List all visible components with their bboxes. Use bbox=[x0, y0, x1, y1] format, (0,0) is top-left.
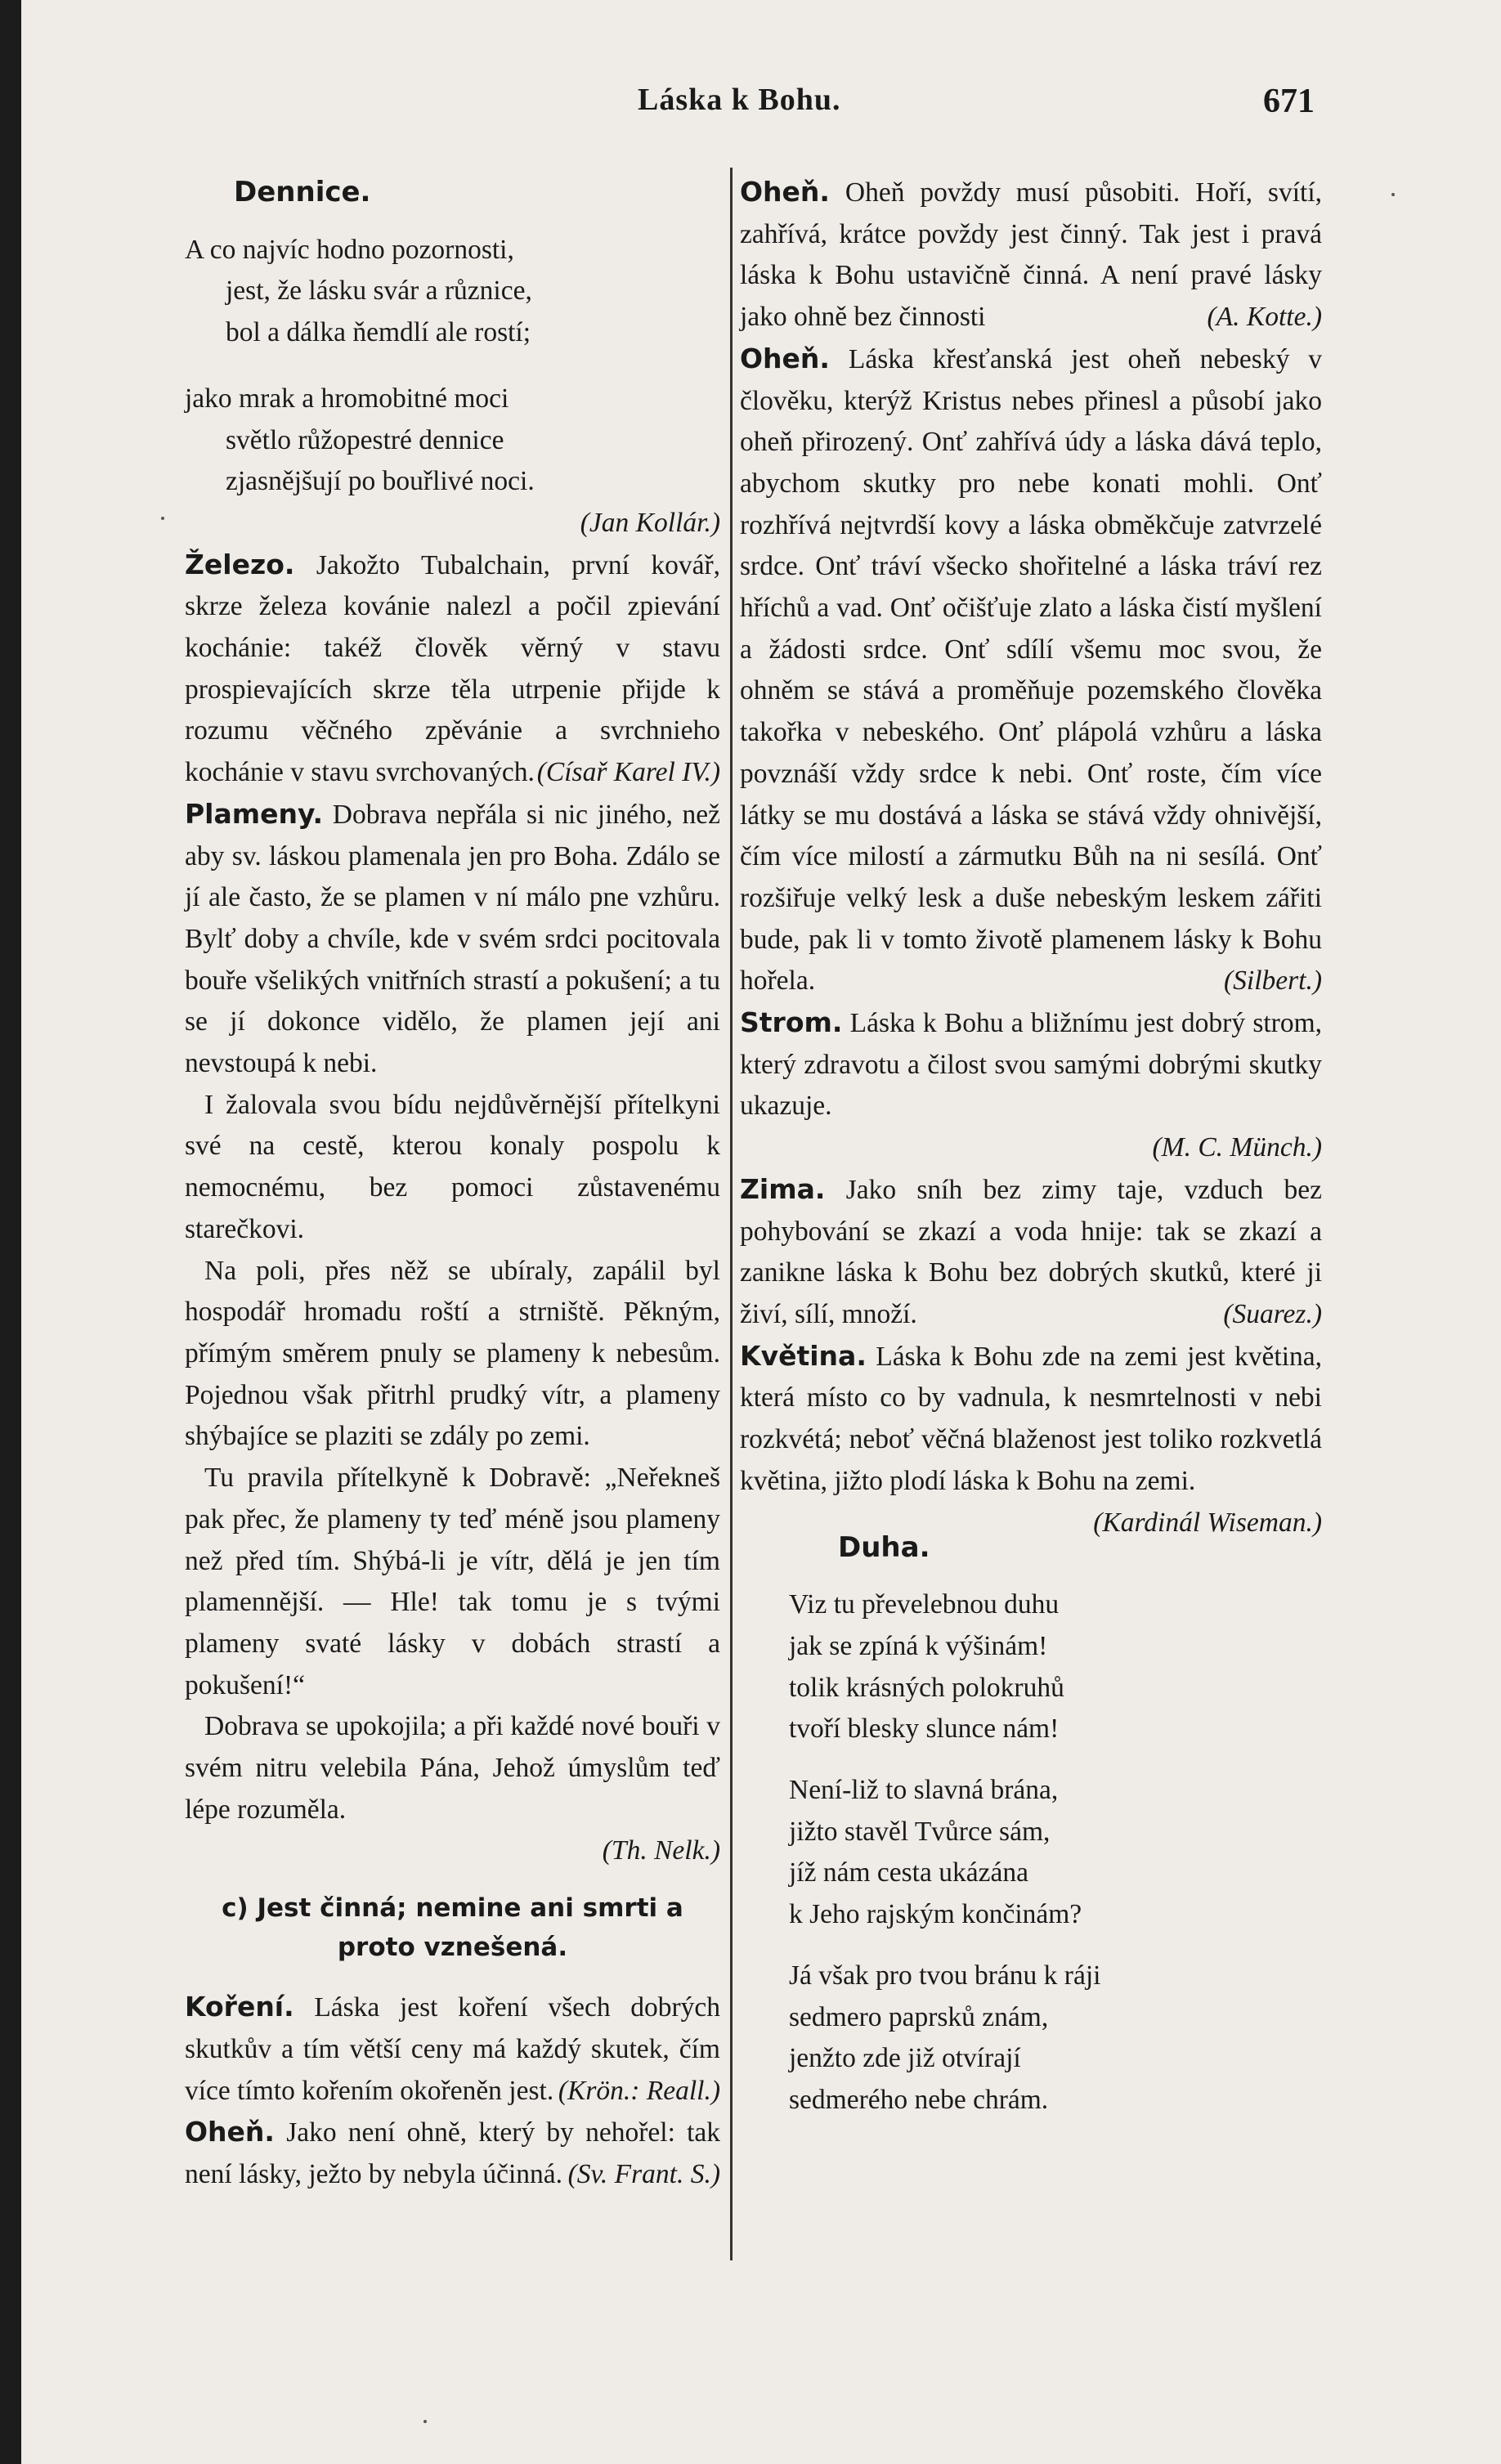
paragraph-text: Jako sníh bez zimy taje, vzduch bez pohybování se zkazí a voda hnije: tak se zkazí a zanikne láska k Bohu bez dobrých skutků, které ji živí, sílí, množí. bbox=[740, 1174, 1323, 1329]
poem-line: bol a dálka ňemdlí ale rostí; bbox=[226, 317, 531, 348]
poem-line: A co najvíc hodno pozornosti, bbox=[185, 234, 514, 265]
poem-line: tvoří blesky slunce nám! bbox=[789, 1714, 1060, 1745]
paper-speck bbox=[423, 2420, 427, 2423]
paragraph-text: Láska křesťanská jest oheň nebeský v člověku, kterýž Kristus nebes přinesl a působí jako oheň přirozený. Onť zahřívá údy a láska dává teplo, abychom skutky pro nebe konati mohli. Onť rozhřívá nejtvrdší kovy a láska obměkčuje zatvrzelé srdce. Onť tráví všecko shořitelné a láska tráví rez hříchů a vad. Onť očišťuje zlato a láska čistí myšlení a žádosti srdce. Onť sdílí všemu moc svou, že ohněm se stává a proměňuje pozemského člověka takořka v nebeského. Onť plápolá vzhůru a láska povznáší vždy srdce k nebi. Onť roste, čím více látky se mu dostává a láska se stává vždy ohnivější, čím více milostí a zármutku Bůh na ni sesílá. Onť rozšiřuje velký lesk a duše nebeským leskem zářiti bude, pak li v tomto životě plamenem lásky k Bohu hořela. bbox=[740, 343, 1322, 997]
paragraph-text: Jako není ohně, který by nehořel: tak není lásky, ježto by nebyla účinná. bbox=[185, 2117, 721, 2189]
poem-line: k Jeho rajským končinám? bbox=[789, 1899, 1082, 1930]
attribution: (Silbert.) bbox=[1223, 965, 1322, 997]
paragraph-zima bbox=[740, 1169, 1322, 1336]
stanza-gap bbox=[185, 354, 720, 379]
paragraph-text: Dobrava nepřála si nic jiného, než aby sv. láskou plamenala jen pro Boha. Zdálo se jí ale často, že se plamen v ní málo pne vzhůru. Bylť doby a chvíle, kde v svém srdci pocitovala bouře všelikých vnitřních strastí a pokušení; a tu se jí dokonce vidělo, že plamen její ani nevstoupá k nebi. bbox=[185, 799, 720, 1079]
paper-speck bbox=[161, 517, 164, 520]
poem-line: sedmero paprsků znám, bbox=[789, 2001, 1049, 2032]
poem-dennice-stanza-1 bbox=[185, 230, 720, 354]
poem-line: jak se zpíná k výšinám! bbox=[789, 1630, 1048, 1661]
poem-line: zjasnějšují po bouřlivé noci. bbox=[226, 466, 535, 497]
heading-duha: Duha. bbox=[838, 1530, 930, 1564]
attribution: (Sv. Frant. S.) bbox=[567, 2158, 720, 2189]
paragraph-text: Tu pravila přítelkyně k Dobravě: „Neřekneš pak přec, že plameny ty teď méně jsou plameny než před tím. Shýbá-li je vítr, dělá je jen tím plamennější. — Hle! tak tomu je s tvými plameny svaté lásky v dobách strastí a pokušení!“ bbox=[185, 1463, 720, 1700]
paragraph-kvetina bbox=[740, 1336, 1322, 1538]
keyword: Květina. bbox=[740, 1339, 867, 1372]
running-head: Láska k Bohu. bbox=[638, 83, 841, 117]
attribution: (Krön.: Reall.) bbox=[558, 2075, 720, 2106]
keyword: Strom. bbox=[740, 1006, 843, 1039]
right-column bbox=[740, 172, 1322, 2141]
paragraph-text: Jakožto Tubalchain, první kovář, skrze železa kovánie nalezl a počil zpievání kochánie: takéž člověk věrný v stavu prospievajících skrze těla utrpenie přijde k rozumu věčného zpěvánie a svrchnieho kochánie v stavu svrchovaných. bbox=[185, 549, 720, 788]
heading-dennice: Dennice. bbox=[234, 176, 371, 208]
keyword: Oheň. bbox=[740, 176, 830, 208]
attribution: (Císař Karel IV.) bbox=[536, 757, 720, 788]
paragraph-text: Láska jest koření všech dobrých skutkův a tím větší ceny má každý skutek, čím více tímto kořením okořeněn jest. bbox=[185, 1992, 721, 2106]
poem-duha-stanza-1 bbox=[789, 1584, 1322, 1750]
column-divider bbox=[730, 168, 733, 2260]
paragraph-ohen bbox=[185, 2112, 720, 2195]
poem-line: jako mrak a hromobitné moci bbox=[185, 383, 509, 414]
poem-dennice-stanza-2 bbox=[185, 379, 720, 503]
paragraph-text: Láska k Bohu a bližnímu jest dobrý strom, který zdravotu a čilost svou samými dobrými skutky ukazuje. bbox=[740, 1008, 1322, 1122]
attribution: (A. Kotte.) bbox=[1207, 302, 1322, 333]
keyword: Plameny. bbox=[185, 797, 324, 830]
poem-line: tolik krásných polokruhů bbox=[789, 1672, 1064, 1703]
poem-line: Já však pro tvou bránu k ráji bbox=[789, 1960, 1101, 1991]
poem-line: sedmerého nebe chrám. bbox=[789, 2084, 1049, 2115]
attribution: (Th. Nelk.) bbox=[602, 1835, 720, 1866]
keyword: Oheň. bbox=[740, 342, 830, 374]
paragraph-text: Dobrava se upokojila; a při každé nové bouři v svém nitru velebila Pána, Jehož úmyslům teď lépe rozuměla. bbox=[185, 1711, 720, 1825]
poem-line: Není-liž to slavná brána, bbox=[789, 1775, 1059, 1806]
paragraph-text: I žalovala svou bídu nejdůvěrnější přítelkyni své na cestě, kterou konaly pospolu k nemocnému, bez pomoci zůstavenému starečkovi. bbox=[185, 1089, 720, 1244]
page-binding-shadow bbox=[0, 0, 21, 2464]
poem-duha-stanza-2 bbox=[789, 1770, 1322, 1936]
paragraph-text: Láska k Bohu zde na zemi jest květina, která místo co by vadnula, k nesmrtelnosti v nebi rozkvétá; neboť věčná blaženost jest toliko rozkvetlá květina, jižto plodí láska k Bohu na zemi. bbox=[740, 1341, 1322, 1496]
section-heading-c: c) Jest činná; nemine ani smrti a proto vznešená. bbox=[222, 1893, 683, 1963]
attribution: (M. C. Münch.) bbox=[1152, 1132, 1322, 1163]
page-number: 671 bbox=[1263, 83, 1315, 120]
paragraph-text: Na poli, přes něž se ubíraly, zapálil byl hospodář hromadu roští a strniště. Pěkným, přímým směrem pnuly se plameny k nebesům. Pojednou však přitrhl prudký vítr, a plameny shýbajíce se plaziti se zdály po zemi. bbox=[185, 1255, 720, 1452]
poem-line: jíž nám cesta ukázána bbox=[789, 1857, 1028, 1888]
poem-line: jižto stavěl Tvůrce sám, bbox=[789, 1816, 1051, 1847]
paper-speck bbox=[1391, 193, 1395, 196]
paragraph-koreni bbox=[185, 1987, 720, 2112]
poem-duha-stanza-3 bbox=[789, 1956, 1322, 2121]
keyword: Zima. bbox=[740, 1172, 826, 1205]
attribution: (Jan Kollár.) bbox=[580, 507, 720, 538]
paragraph-strom bbox=[740, 1002, 1322, 1127]
paragraph-text: Oheň povždy musí působiti. Hoří, svítí, zahřívá, krátce povždy jest činný. Tak jest i pravá láska k Bohu ustavičně činná. A není pravé lásky jako ohně bez činnosti bbox=[740, 177, 1323, 333]
keyword: Oheň. bbox=[185, 2116, 275, 2148]
poem-line: jest, že lásku svár a různice, bbox=[226, 276, 532, 307]
poem-line: jenžto zde již otvírají bbox=[789, 2043, 1021, 2074]
paragraph-plameny bbox=[185, 794, 720, 1085]
poem-line: Viz tu převelebnou duhu bbox=[789, 1589, 1060, 1620]
paragraph-zelezo bbox=[185, 544, 720, 794]
attribution: (Kardinál Wiseman.) bbox=[1093, 1507, 1322, 1538]
poem-line: světlo růžopestré dennice bbox=[226, 424, 504, 455]
left-column bbox=[185, 172, 720, 2196]
attribution: (Suarez.) bbox=[1223, 1298, 1322, 1329]
paragraph-ohen bbox=[740, 172, 1322, 338]
paragraph-ohen bbox=[740, 338, 1322, 1002]
keyword: Koření. bbox=[185, 1991, 294, 2023]
keyword: Železo. bbox=[185, 548, 295, 580]
